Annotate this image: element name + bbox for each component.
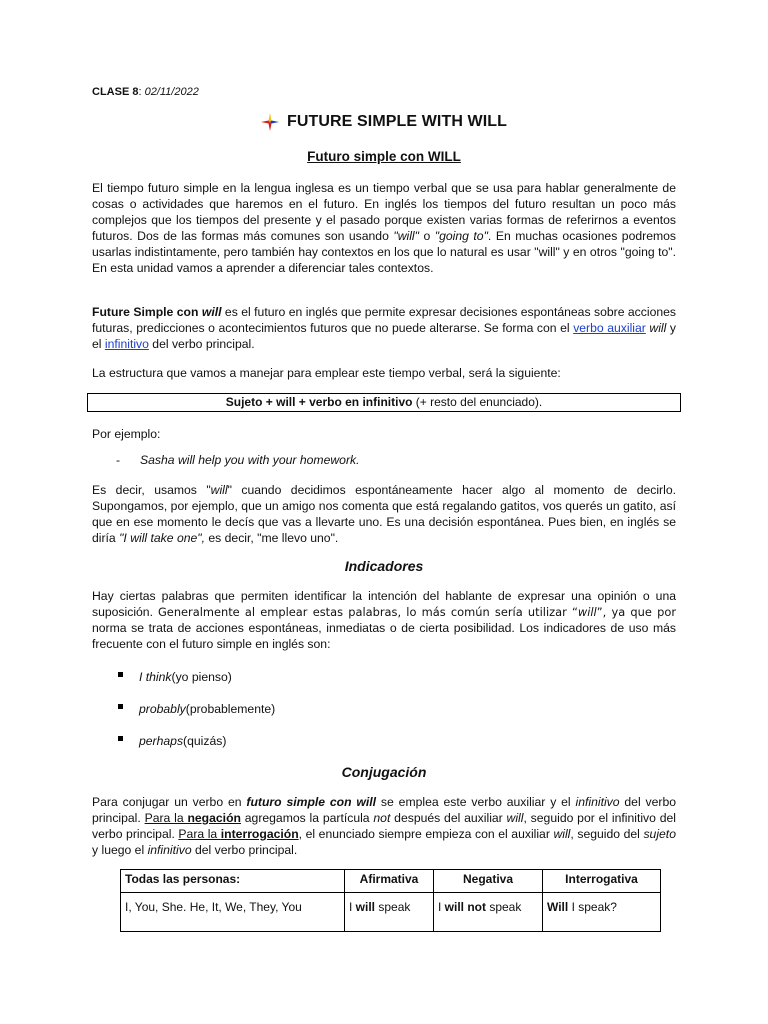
structure-intro: La estructura que vamos a manejar para emplear este tiempo verbal, será la siguiente: bbox=[92, 366, 561, 380]
list-item: probably (probablemente) bbox=[118, 702, 275, 716]
page-title: FUTURE SIMPLE WITH WILL bbox=[286, 113, 508, 130]
table-header: Negativa bbox=[434, 870, 543, 893]
page-subtitle: Futuro simple con WILL bbox=[307, 149, 461, 164]
table-header: Todas las personas: bbox=[121, 870, 345, 893]
class-date: 02/11/2022 bbox=[144, 86, 199, 98]
bullet-square-icon bbox=[118, 704, 123, 709]
class-label: CLASE 8 bbox=[92, 86, 139, 98]
indicadores-paragraph: Hay ciertas palabras que permiten identificar la intención del hablante de expresar una opinión o una suposición. Generalmente al emplear estas palabras, lo más común sería utilizar “will”, ya que por norma se trata de acciones espontáneas, inmediatas o de cierta posibilidad. Los indicadores de uso más frecuente con el futuro simple en inglés son: bbox=[92, 589, 676, 651]
table-row bbox=[121, 893, 661, 932]
table-cell-interrogativa: Will I speak? bbox=[543, 893, 661, 932]
infinitivo-link[interactable]: infinitivo bbox=[104, 337, 149, 351]
table-header: Afirmativa bbox=[345, 870, 434, 893]
structure-formula: Sujeto + will + verbo en infinitivo bbox=[225, 395, 413, 409]
indicadores-heading: Indicadores bbox=[344, 558, 424, 574]
structure-rest: (+ resto del enunciado). bbox=[412, 395, 543, 409]
bullet-square-icon bbox=[118, 736, 123, 741]
conjugation-table bbox=[120, 869, 661, 932]
bullet-square-icon bbox=[118, 672, 123, 677]
table-header: Interrogativa bbox=[543, 870, 661, 893]
table-header-row bbox=[121, 870, 661, 893]
table-cell-afirmativa: I will speak bbox=[345, 893, 434, 932]
example-label: Por ejemplo: bbox=[92, 427, 161, 441]
definition-paragraph: Future Simple con will es el futuro en inglés que permite expresar decisiones espontáneas sobre acciones futuras, predicciones o acontecimientos futuros que no puede alterarse. Se forma con el verbo auxiliar will y el infinitivo del verbo principal. bbox=[92, 305, 677, 351]
example-sentence: Sasha will help you with your homework. bbox=[140, 453, 360, 467]
example-item: - Sasha will help you with your homework. bbox=[116, 453, 360, 467]
structure-formula-box bbox=[87, 393, 681, 412]
table-cell-persons: I, You, She. He, It, We, They, You bbox=[121, 893, 345, 932]
list-item: I think (yo pienso) bbox=[118, 670, 232, 684]
class-date-line bbox=[92, 86, 199, 98]
table-cell-negativa: I will not speak bbox=[434, 893, 543, 932]
conjugacion-heading: Conjugación bbox=[341, 764, 427, 780]
intro-paragraph: El tiempo futuro simple en la lengua inglesa es un tiempo verbal que se usa para hablar generalmente de cosas o actividades que haremos en el futuro. En inglés los tiempos del futuro resultan un poco más complejos que los tiempos del presente y el pasado porque existen varias formas de referirnos a eventos futuros. Dos de las formas más comunes son usando "will" o "going to". En muchas ocasiones podremos usarlas indistintamente, pero también hay contextos en los que lo natural es usar "will" y en otros "going to". En esta unidad vamos a aprender a diferenciar tales contextos. bbox=[92, 181, 676, 275]
colon: : bbox=[138, 86, 145, 98]
verbo-auxiliar-link[interactable]: verbo auxiliar bbox=[573, 321, 646, 335]
explanation-paragraph: Es decir, usamos "will" cuando decidimos espontáneamente hacer algo al momento de decirlo. Supongamos, por ejemplo, que un amigo nos comenta que está regalando gatitos, vos querés un gatito, así que en ese momento le decís que vas a llevarte uno. Es una decisión espontánea. Pues bien, en inglés se diría "I will take one", es decir, "me llevo uno". bbox=[92, 483, 676, 545]
list-item: perhaps (quizás) bbox=[118, 734, 226, 748]
four-point-star-icon bbox=[261, 113, 279, 131]
title-row bbox=[92, 113, 676, 131]
conjugacion-paragraph: Para conjugar un verbo en futuro simple con will se emplea este verbo auxiliar y el infinitivo del verbo principal. Para la negación agregamos la partícula not después del auxiliar will, seguido por el infinitivo del verbo principal. Para la interrogación, el enunciado siempre empieza con el auxiliar will, seguido del sujeto y luego el infinitivo del verbo principal. bbox=[92, 795, 677, 857]
